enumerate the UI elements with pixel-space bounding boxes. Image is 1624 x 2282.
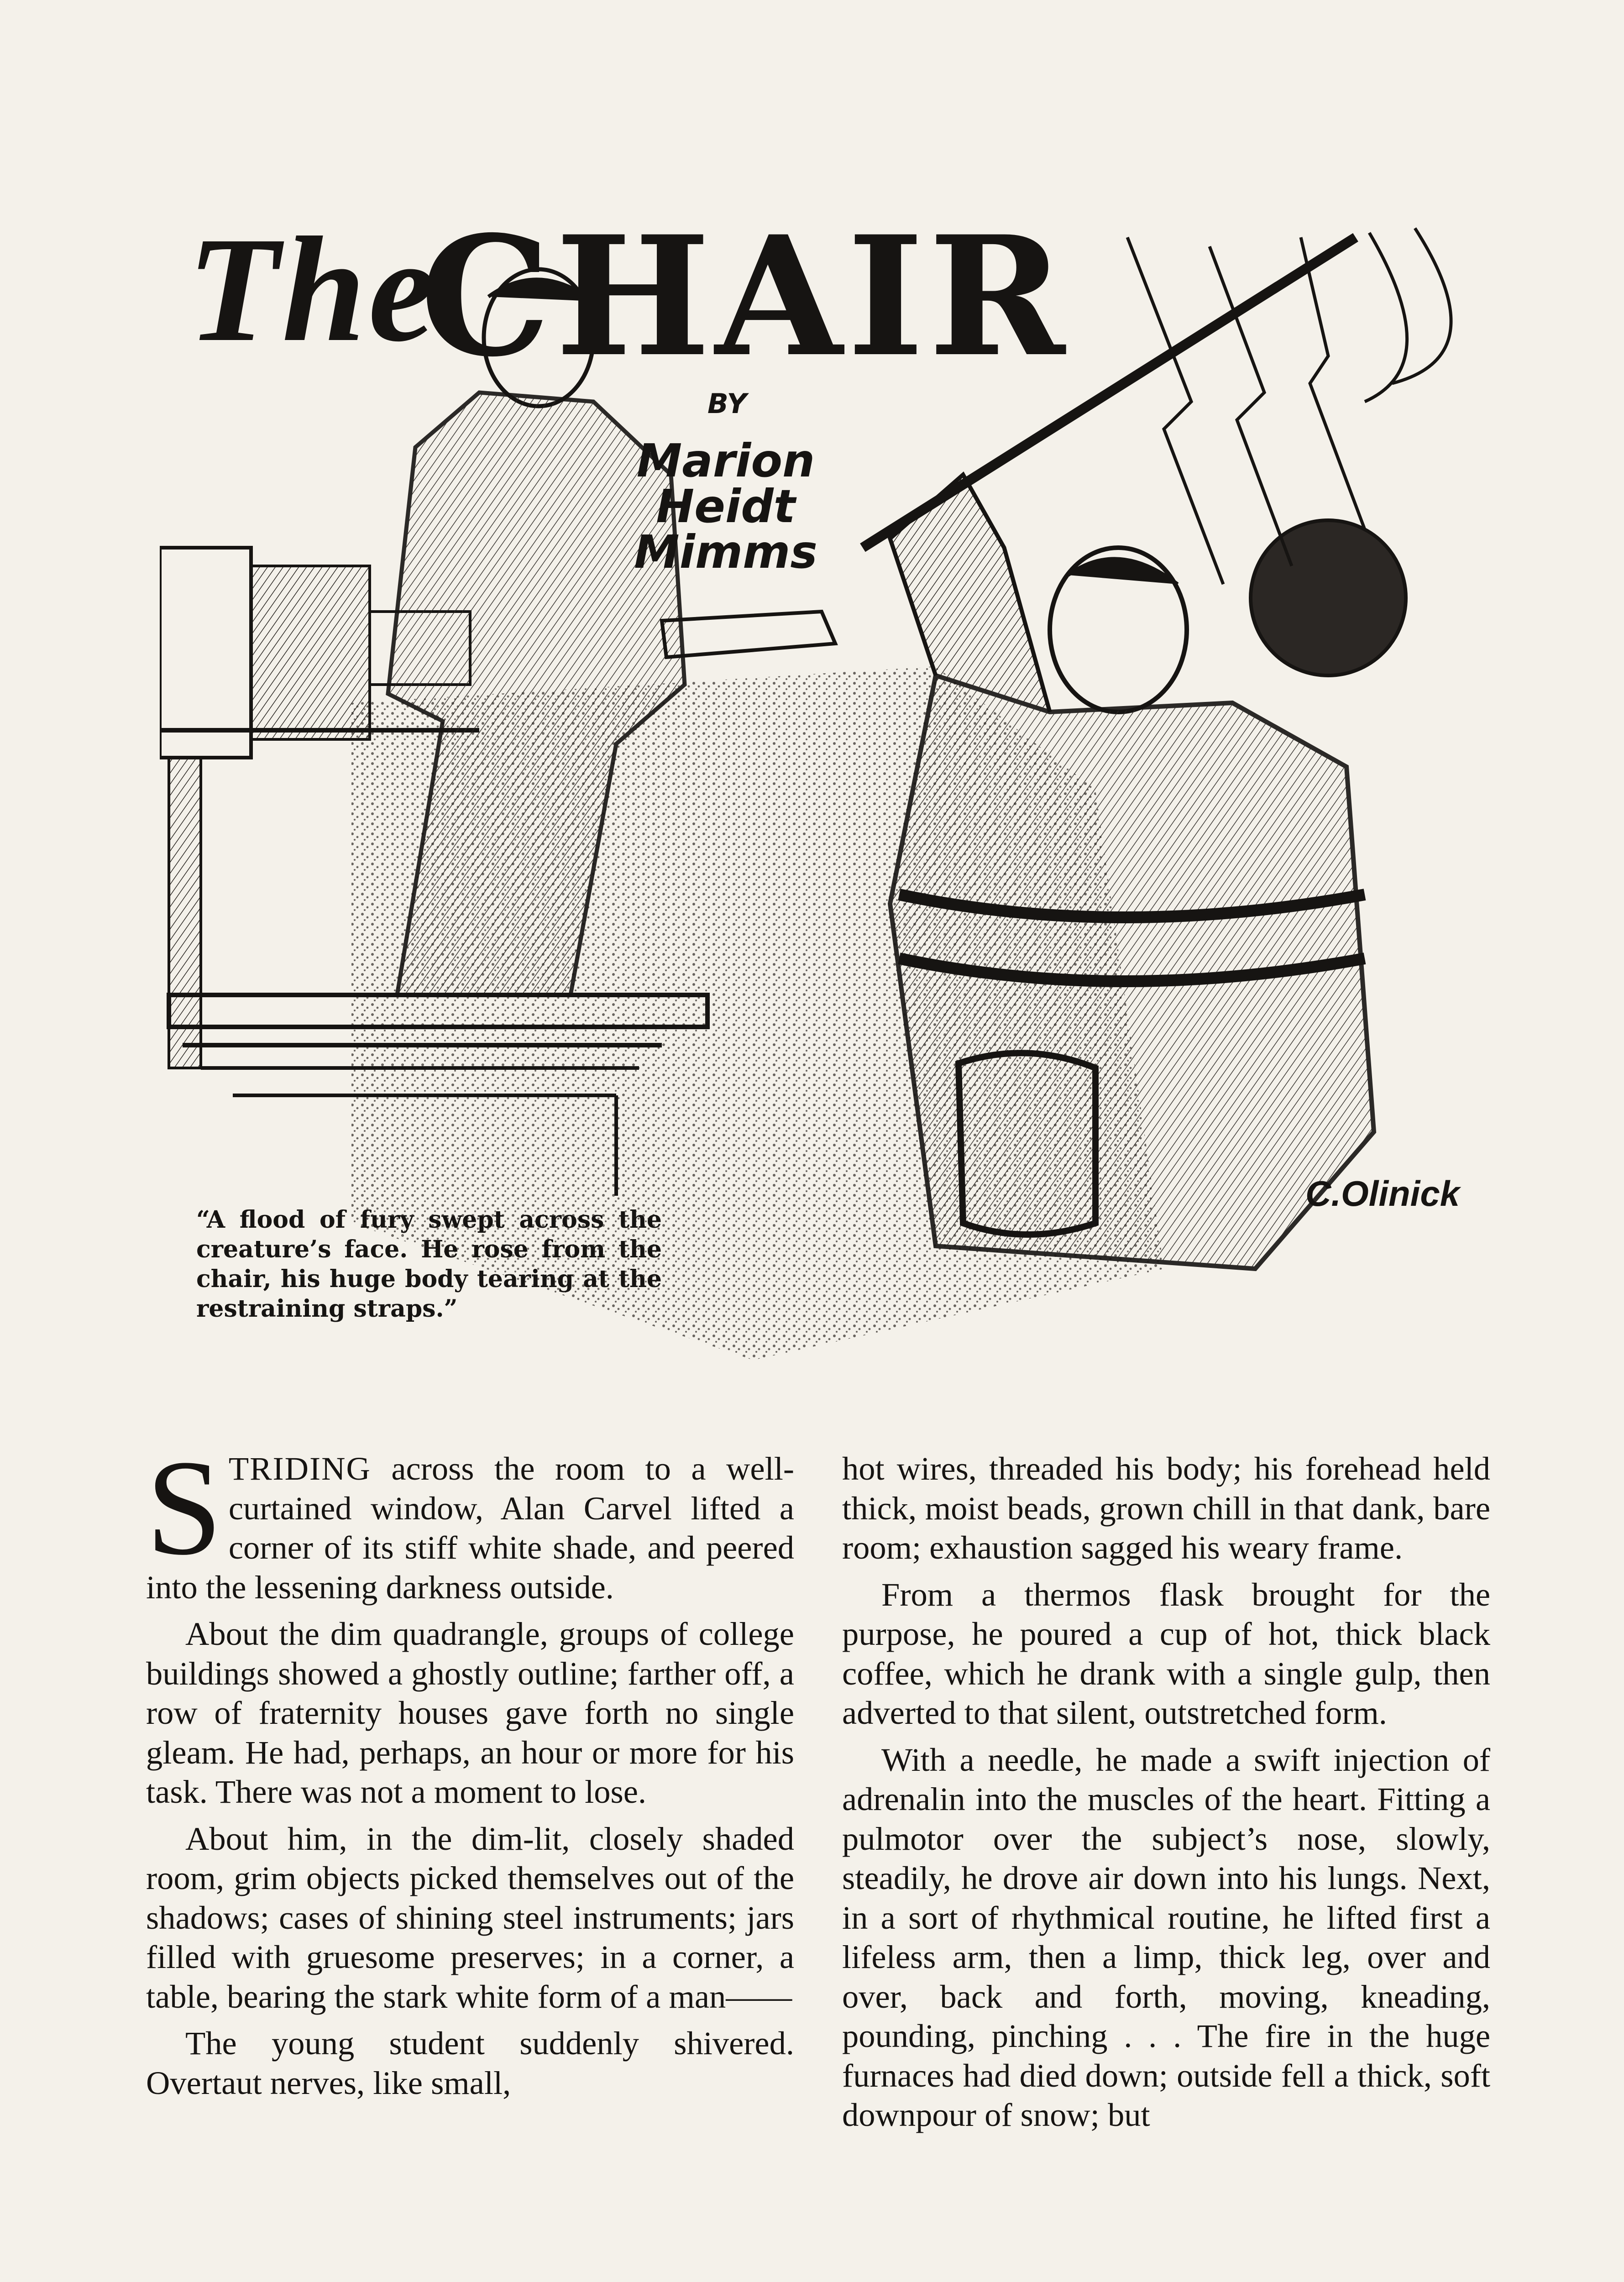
paragraph-6: With a needle, he made a swift injection of adrenalin into the muscles of the heart. Fitting a pulmotor over the subject’s nose, slowly, steadily, he drove air down into his lungs. Next, in a sort of rhythmical routine, he lifted first a lifeless arm, then a limp, thick leg, over and over, back and forth, moving, kneading, pounding, pinching . . . The fire in the huge furnaces had died down; outside fell a thick, soft downpour of snow; but [842, 1741, 1490, 2133]
paragraph-3: About him, in the dim-lit, closely shaded room, grim objects picked themselves out of the shadows; cases of shining steel instruments; jars filled with gruesome preserves; in a corner, a table, bearing the stark white form of a man—— [146, 1820, 794, 2015]
paragraph-4-continued: hot wires, threaded his body; his forehead held thick, moist beads, grown chill in that dank, bare room; exhaustion sagged his weary frame. [842, 1450, 1490, 1566]
illustrator-signature: C.Olinick [1305, 1173, 1460, 1214]
drop-cap: S [146, 1432, 222, 1583]
author-line-2: Heidt [656, 480, 796, 533]
story-title: CHAIR [420, 200, 1070, 393]
author-name [607, 434, 844, 579]
text-column-left [146, 1432, 794, 2110]
byline-by: BY [707, 388, 747, 420]
illustration-caption: “A flood of fury swept across the creature’s face. He rose from the chair, his huge body tearing at the restraining straps.” [196, 1206, 662, 1323]
paragraph-2: About the dim quadrangle, groups of college buildings showed a ghostly outline; farther off, a row of fraternity houses gave forth no single gleam. He had, perhaps, an hour or more for his task. There was not a moment to lose. [146, 1615, 794, 1810]
author-line-1: Marion [636, 434, 815, 487]
title-prefix: The [187, 206, 438, 373]
paragraph-1 [146, 1432, 794, 1607]
paragraph-4: The young student suddenly shivered. Overtaut nerves, like small, [146, 2025, 794, 2101]
author-line-3: Mimms [634, 525, 817, 579]
paragraph-5: From a thermos flask brought for the purpose, he poured a cup of hot, thick black coffee, which he drank with a single gulp, then adverted to that silent, outstretched form. [842, 1575, 1490, 1731]
paragraph-1-text: across the room to a well-curtained window, Alan Carvel lifted a corner of its stiff white shade, and peered into the lessening darkness outside. [146, 1450, 794, 1606]
text-column-right [842, 1449, 1490, 2142]
paragraph-1-lead: TRIDING [228, 1450, 371, 1487]
